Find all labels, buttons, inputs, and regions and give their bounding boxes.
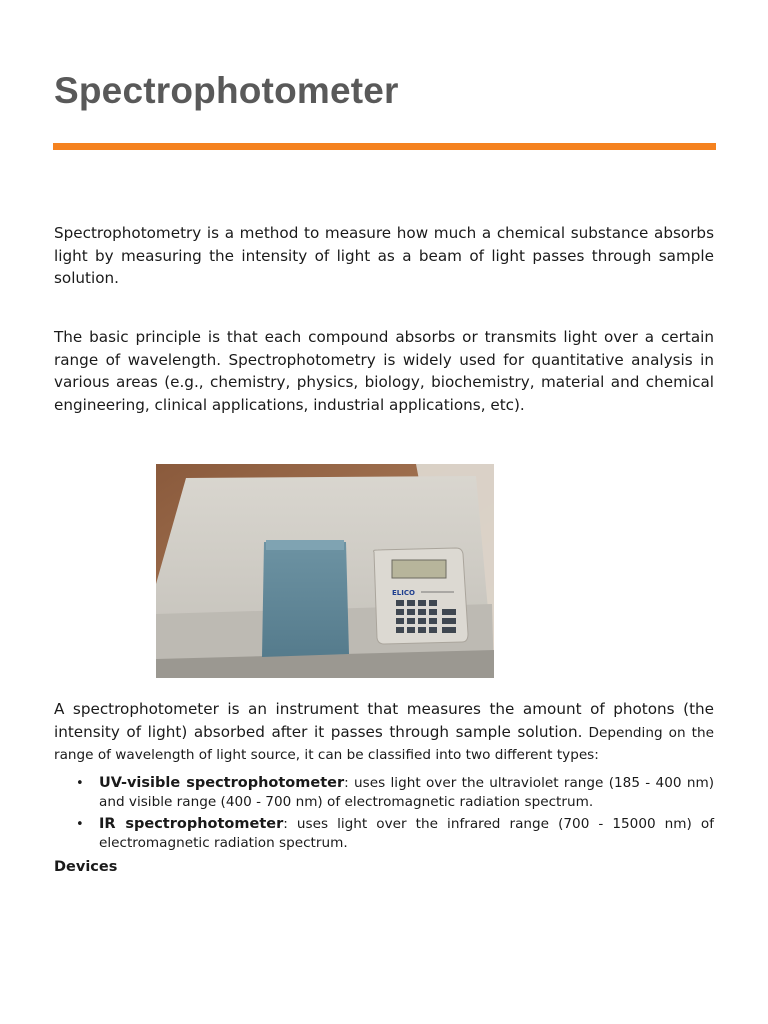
title-underline [53, 143, 716, 150]
bullet-icon: • [76, 776, 84, 791]
bullet-icon: • [76, 817, 84, 832]
type-description: : uses light over the infrared range (700 - 15000 nm) of electromagnetic radiation spectrum. [99, 816, 715, 851]
page-title: Spectrophotometer [54, 70, 399, 111]
type-name: UV-visible spectrophotometer [99, 775, 345, 791]
instrument-paragraph [54, 698, 714, 766]
type-description: : uses light over the ultraviolet range (185 - 400 nm) and visible range (400 - 700 nm) of electromagnetic radiation spectrum. [99, 775, 714, 810]
type-name: IR spectrophotometer [99, 816, 284, 832]
list-item [54, 815, 714, 853]
brand-label: ELICO [392, 589, 415, 597]
principle-paragraph: The basic principle is that each compound absorbs or transmits light over a certain range of wavelength. Spectrophotometry is widely used for quantitative analysis in various areas (e.g., chemistry, physics, biology, biochemistry, material and chemical engineering, clinical applications, industrial applications, etc). [54, 328, 714, 414]
spectrophotometer-photo [156, 464, 494, 678]
definition-paragraph: Spectrophotometry is a method to measure how much a chemical substance absorbs light by measuring the intensity of light as a beam of light passes through sample solution. [54, 224, 714, 287]
instrument-types-intro: Depending on the range of wavelength of light source, it can be classified into two different types: [54, 724, 714, 763]
devices-heading: Devices [54, 859, 118, 875]
instrument-main-text: A spectrophotometer is an instrument that measures the amount of photons (the intensity of light) absorbed after it passes through sample solution. [54, 700, 714, 741]
list-item [54, 774, 714, 812]
spectrophotometer-types-list [54, 774, 714, 856]
